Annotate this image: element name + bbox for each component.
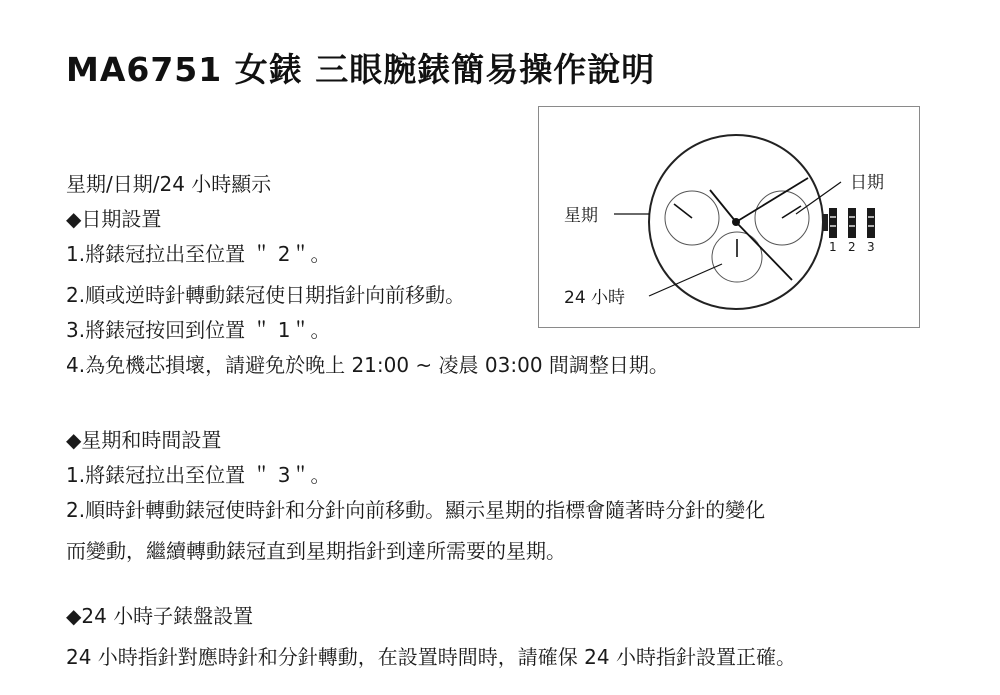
crown-position-2: 2 [848,240,856,254]
crown [823,214,828,231]
subheading-day-time-setting: ◆星期和時間設置 [66,428,222,452]
watch-diagram [538,106,920,328]
label-date: 日期 [850,173,884,193]
center-pin [732,218,740,226]
day-time-step-1: 1.將錶冠拉出至位置 ＂ 3＂。 [66,463,331,487]
label-day: 星期 [564,206,598,226]
date-step-2: 2.順或逆時針轉動錶冠使日期指針向前移動。 [66,283,466,307]
date-step-4: 4.為免機芯損壞，請避免於晚上 21:00 ~ 凌晨 03:00 間調整日期。 [66,353,669,377]
crown-position-bar [848,208,856,238]
crown-position-3: 3 [867,240,875,254]
subheading-24h-subdial: ◆24 小時子錶盤設置 [66,604,254,628]
day-time-step-2a: 2.順時針轉動錶冠使時針和分針向前移動。顯示星期的指標會隨著時分針的變化 [66,498,766,522]
crown-position-bar [829,208,837,238]
crown-position-1: 1 [829,240,837,254]
section-heading-display: 星期/日期/24 小時顯示 [66,172,272,196]
crown-position-bar [867,208,875,238]
date-step-1: 1.將錶冠拉出至位置 ＂ 2＂。 [66,242,331,266]
date-step-3: 3.將錶冠按回到位置 ＂ 1＂。 [66,318,331,342]
day-time-step-2b: 而變動，繼續轉動錶冠直到星期指針到達所需要的星期。 [66,539,566,563]
subdial-24h-text: 24 小時指針對應時針和分針轉動，在設置時間時，請確保 24 小時指針設置正確。 [66,645,796,669]
label-24h: 24 小時 [564,288,626,308]
page-title: MA6751 女錶 三眼腕錶簡易操作說明 [66,50,656,89]
subheading-date-setting: ◆日期設置 [66,207,162,231]
